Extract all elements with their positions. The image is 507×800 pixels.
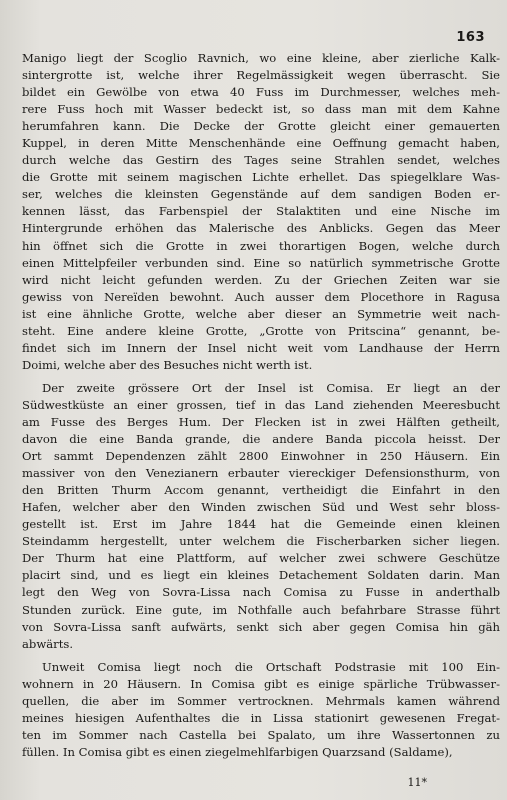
text-line: findet sich im Innern der Insel nicht weit vom Landhause der Herrn bbox=[22, 340, 500, 355]
text-line: ist eine ähnliche Grotte, welche aber dieser an Symmetrie weit nach- bbox=[22, 306, 500, 321]
text-line: quellen, die aber im Sommer vertrocknen. Mehrmals kamen während bbox=[22, 693, 500, 708]
text-line: sintergrotte ist, welche ihrer Regelmässigkeit wegen überrascht. Sie bbox=[22, 68, 500, 83]
text-line: wohnern in 20 Häusern. In Comisa gibt es einige spärliche Trübwasser- bbox=[22, 676, 500, 691]
text-line: legt den Weg von Sovra-Lissa nach Comisa zu Fusse in anderthalb bbox=[22, 585, 500, 600]
text-line: placirt sind, und es liegt ein kleines Detachement Soldaten darin. Man bbox=[22, 568, 500, 583]
text-line: den Britten Thurm Accom genannt, vertheidigt die Einfahrt in den bbox=[22, 483, 500, 498]
text-line: Hintergrunde erhöhen das Malerische des Anblicks. Gegen das Meer bbox=[22, 221, 500, 236]
text-line: massiver von den Venezianern erbauter viereckiger Defensionsthurm, von bbox=[22, 466, 500, 481]
text-line: Unweit Comisa liegt noch die Ortschaft Podstrasie mit 100 Ein- bbox=[42, 659, 500, 674]
text-line: bildet ein Gewölbe von etwa 40 Fuss im Durchmesser, welches meh- bbox=[22, 85, 500, 100]
page-number: 163 bbox=[456, 30, 485, 45]
text-line: Manigo liegt der Scoglio Ravnich, wo eine kleine, aber zierliche Kalk- bbox=[22, 51, 500, 65]
text-line: Doimi, welche aber des Besuches nicht werth ist. bbox=[22, 357, 313, 372]
text-line: füllen. In Comisa gibt es einen ziegelmehlfarbigen Quarzsand (Saldame), bbox=[22, 744, 453, 759]
text-line: gestellt ist. Erst im Jahre 1844 hat die Gemeinde einen kleinen bbox=[22, 517, 500, 532]
text-line: meines hiesigen Aufenthaltes die in Lissa stationirt gewesenen Fregat- bbox=[22, 710, 500, 725]
text-line: ser, welches die kleinsten Gegenstände auf dem sandigen Boden er- bbox=[22, 187, 500, 202]
body-text bbox=[22, 50, 500, 761]
text-line: Der Thurm hat eine Plattform, auf welcher zwei schwere Geschütze bbox=[22, 551, 500, 566]
text-line: Kuppel, in deren Mitte Menschenhände eine Oeffnung gemacht haben, bbox=[22, 136, 500, 151]
text-line: Stunden zurück. Eine gute, im Nothfalle auch befahrbare Strasse führt bbox=[22, 602, 500, 617]
text-line: ten im Sommer nach Castella bei Spalato, um ihre Wassertonnen zu bbox=[22, 727, 500, 742]
text-line: durch welche das Gestirn des Tages seine Strahlen sendet, welches bbox=[22, 153, 500, 168]
text-line: Der zweite grössere Ort der Insel ist Comisa. Er liegt an der bbox=[42, 380, 500, 395]
text-line: abwärts. bbox=[22, 636, 74, 651]
text-line: gewiss von Nereïden bewohnt. Auch ausser dem Plocethore in Ragusa bbox=[22, 289, 500, 304]
text-line: Steindamm hergestellt, unter welchem die Fischerbarken sicher liegen. bbox=[22, 534, 500, 549]
text-line: davon die eine Banda grande, die andere Banda piccola heisst. Der bbox=[22, 432, 500, 447]
text-line: herumfahren kann. Die Decke der Grotte gleicht einer gemauerten bbox=[22, 119, 500, 134]
text-line: kennen lässt, das Farbenspiel der Stalaktiten und eine Nische im bbox=[22, 204, 500, 219]
signature-mark: 11* bbox=[407, 776, 427, 789]
text-line: Hafen, welcher aber den Winden zwischen Süd und West sehr bloss- bbox=[22, 500, 500, 515]
text-line: von Sovra-Lissa sanft aufwärts, senkt sich aber gegen Comisa hin gäh bbox=[22, 619, 500, 634]
text-line: hin öffnet sich die Grotte in zwei thorartigen Bogen, welche durch bbox=[22, 238, 500, 253]
text-line: einen Mittelpfeiler verbunden sind. Eine so natürlich symmetrische Grotte bbox=[22, 255, 500, 270]
text-line: steht. Eine andere kleine Grotte, „Grotte von Pritscina“ genannt, be- bbox=[22, 323, 500, 338]
text-line: wird nicht leicht gefunden werden. Zu der Griechen Zeiten war sie bbox=[22, 272, 500, 287]
text-line: am Fusse des Berges Hum. Der Flecken ist in zwei Hälften getheilt, bbox=[22, 414, 500, 429]
text-line: Ort sammt Dependenzen zählt 2800 Einwohner in 250 Häusern. Ein bbox=[22, 449, 500, 464]
text-line: die Grotte mit seinem magischen Lichte erhellet. Das spiegelklare Was- bbox=[22, 170, 500, 185]
text-line: rere Fuss hoch mit Wasser bedeckt ist, so dass man mit dem Kahne bbox=[22, 102, 500, 117]
text-line: Südwestküste an einer grossen, tief in das Land ziehenden Meeresbucht bbox=[22, 397, 500, 412]
